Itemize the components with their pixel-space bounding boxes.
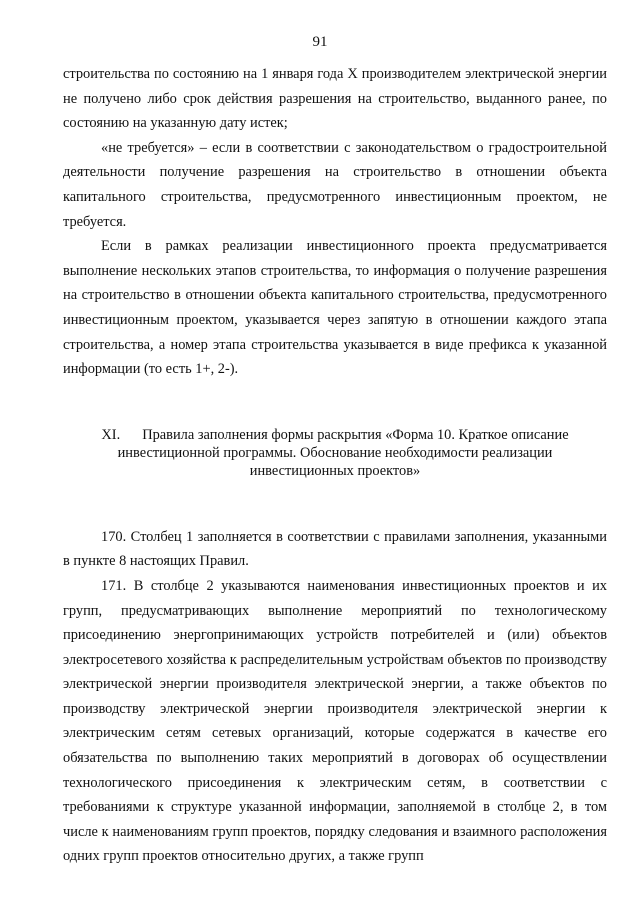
paragraph-not-required: «не требуется» – если в соответствии с законодательством о градостроительной деятельности получение разрешения на строительство в отношении объекта капитального строительства, предусмотренного инвестиционным проектом, не требуется. xyxy=(63,139,607,230)
page-number: 91 xyxy=(312,34,328,50)
document-body xyxy=(63,62,607,869)
paragraph-stages: Если в рамках реализации инвестиционного проекта предусматривается выполнение нескольких этапов строительства, то информация о получение разрешения на строительство в отношении объекта капитального строительства, предусмотренного инвестиционным проектом, указывается через запятую в отношении каждого этапа строительства, а номер этапа строительства указывается в виде префикса к указанной информации (то есть 1+, 2-). xyxy=(63,238,607,378)
section-title: Правила заполнения формы раскрытия «Форма 10. Краткое описание инвестиционной программы. Обоснование необходимости реализации инвестиционных проектов» xyxy=(117,426,569,479)
paragraph-continuation: строительства по состоянию на 1 января года X производителем электрической энергии не получено либо срок действия разрешения на строительство, выданного ранее, по состоянию на указанную дату истек; xyxy=(63,66,607,132)
section-number: XI. xyxy=(101,426,121,443)
paragraph-170: 170. Столбец 1 заполняется в соответствии с правилами заполнения, указанными в пункте 8 настоящих Правил. xyxy=(63,528,607,570)
section-heading xyxy=(63,426,607,480)
paragraph-171: 171. В столбце 2 указываются наименования инвестиционных проектов и их групп, предусматривающих выполнение мероприятий по технологическому присоединению энергопринимающих устройств потребителей и (или) объектов электросетевого хозяйства к распределительным устройствам объектов по производству электрической энергии производителя электрической энергии, а также объектов по производству электрической энергии производителя электрической энергии к электрическим сетям сетевых организаций, которые содержатся в качестве его обязательства по выполнению таких мероприятий в договорах об осуществлении технологического присоединения к электрическим сетям, в соответствии с требованиями к структуре указанной информации, заполняемой в столбце 2, в том числе к наименованиям групп проектов, порядку следования и взаимного расположения одних групп проектов относительно других, а также групп xyxy=(63,577,607,865)
